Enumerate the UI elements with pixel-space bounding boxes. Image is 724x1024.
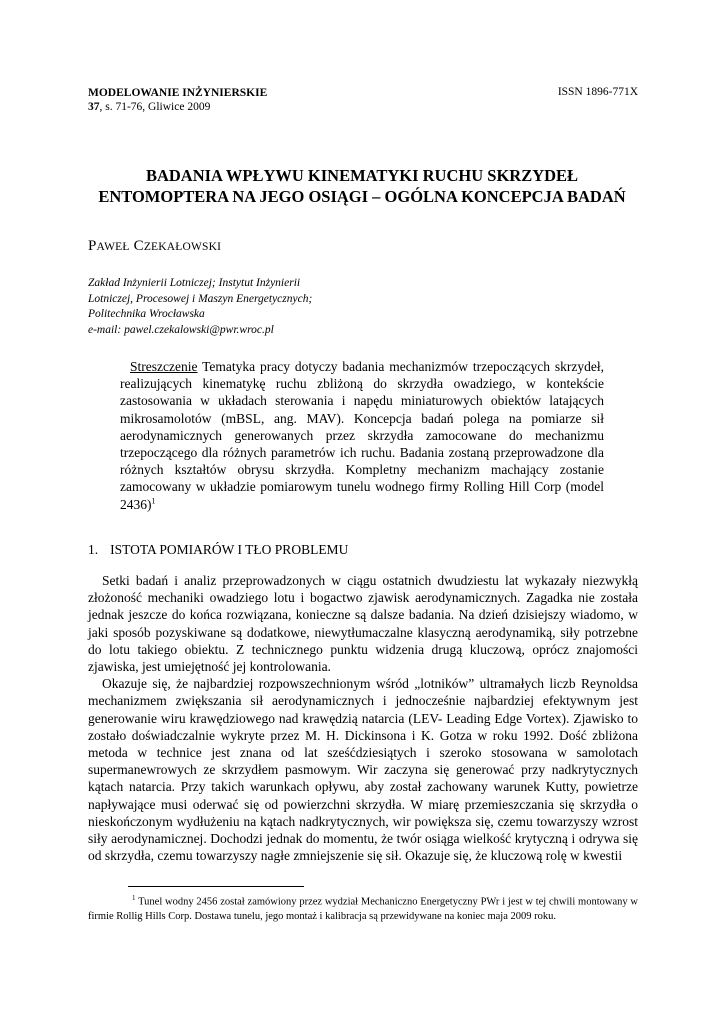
author-last-rest: ZEKAŁOWSKI [143,241,222,253]
affiliation-line-1: Zakład Inżynierii Lotniczej; Instytut Inżynierii [88,277,301,289]
issn: ISSN 1896-771X [557,86,638,98]
title-line-1: BADANIA WPŁYWU KINEMATYKI RUCHU SKRZYDEŁ [145,166,579,185]
footnote [88,891,638,925]
affiliation-line-2: Lotniczej, Procesowej i Maszyn Energetycznych; [88,292,313,305]
author-name [88,238,221,255]
paper-title [70,165,654,207]
journal-volume-info [88,100,267,114]
abstract-label: Streszczenie [130,359,198,374]
author-first-rest: AWEŁ [96,241,130,253]
footnote-text: Tunel wodny 2456 został zamówiony przez wydział Mechaniczno Energetyczny PWr i jest w tej chwili montowany w firmie Rollig Hills Corp. Dostawa tunelu, jego montaż i kalibracja są przewidywane na koniec maja 2009 roku. [88,896,639,922]
footnote-mark: 1 [132,894,136,902]
paragraph-2: Okazuje się, że najbardziej rozpowszechnionym wśród „lotników” ultramałych liczb Reynoldsa mechanizmem zwiększania sił aerodynamicznych i jednocześnie najbardziej efektywnym jest generowanie wiru krawędziowego nad krawędzią natarcia (LEV- Leading Edge Vortex). Zjawisko to zostało doświadczalnie wykryte przez M. H. Dickinsona i K. Gotza w roku 1992. Dość zbliżona metoda w technice jest znana od lat sześćdziesiątych i szeroko stosowana w samolotach supermanewrowych ze skrzydłem pasmowym. Wir zaczyna się generować przy nadkrytycznych kątach natarcia. Przy takich warunkach opływu, aby został zachowany warunek Kutty, powietrze napływające musi oderwać się od powierzchni skrzydła. W miarę przemieszczania się skrzydła o nieskończonym wydłużeniu na kątach nadkrytycznych, wir powiększa się, czemu towarzyszy wzrost siły aerodynamicznej. Dochodzi jednak do momentu, że twór osiąga wielkość krytyczną i odrywa się od skrzydła, czemu towarzyszy nagłe zmniejszenie się sił. Okazuje się, że kluczową rolę w kwestii [88,676,638,864]
section-number: 1. [88,542,99,557]
volume-number: 37 [88,101,100,113]
journal-header [88,86,267,114]
footnote-divider [128,886,304,887]
affiliation-email: e-mail: pawel.czekalowski@pwr.wroc.pl [88,323,274,336]
author-first-initial: P [88,238,97,254]
author-last-initial: C [133,238,144,254]
abstract [120,358,604,513]
title-line-2: ENTOMOPTERA NA JEGO OSIĄGI – OGÓLNA KONCEPCJA BADAŃ [98,187,626,206]
section-heading [88,542,348,558]
pages-place-year: , s. 71-76, Gliwice 2009 [99,101,211,113]
paragraph-1: Setki badań i analiz przeprowadzonych w ciągu ostatnich dwudziestu lat wykazały niezwykłą złożoność mechaniki owadziego lotu i bogactwo zjawisk aerodynamicznych. Zagadka nie została jednak jeszcze do końca rozwiązana, konieczne są dalsze badania. Na dzień dzisiejszy wiadomo, w jaki sposób pozyskiwane są dodatkowe, niewytłumaczalne klasyczną aerodynamiką, siły potrzebne do lotu takiego obiektu. Z technicznego punktu widzenia drugą kluczową, oprócz znajomości zjawiska, jest umiejętność jej kontrolowania. [88,573,638,675]
journal-name: MODELOWANIE INŻYNIERSKIE [88,87,268,99]
footnote-paragraph [88,891,638,925]
abstract-footnote-mark: 1 [151,496,156,506]
affiliation [88,276,312,338]
affiliation-line-3: Politechnika Wrocławska [88,308,205,320]
section-title: ISTOTA POMIARÓW I TŁO PROBLEMU [110,542,349,557]
abstract-text: Tematyka pracy dotyczy badania mechanizmów trzepoczących skrzydeł, realizujących kinematykę ruchu zbliżoną do skrzydła owadziego, w kontekście zastosowania w układach sterowania i napędu miniaturowych obiektów latających mikrosamolotów (mBSL, ang. MAV). Koncepcja badań polega na pomiarze sił aerodynamicznych generowanych przez skrzydła zamocowane do mechanizmu trzepoczącego dla różnych parametrów ich ruchu. Badania zostaną przeprowadzone dla różnych kształtów obrysu skrzydła. Kompletny mechanizm machający zostanie zamocowany w układzie pomiarowym tunelu wodnego firmy Rolling Hill Corp (model 2436) [120,359,604,512]
body-text [88,572,638,864]
